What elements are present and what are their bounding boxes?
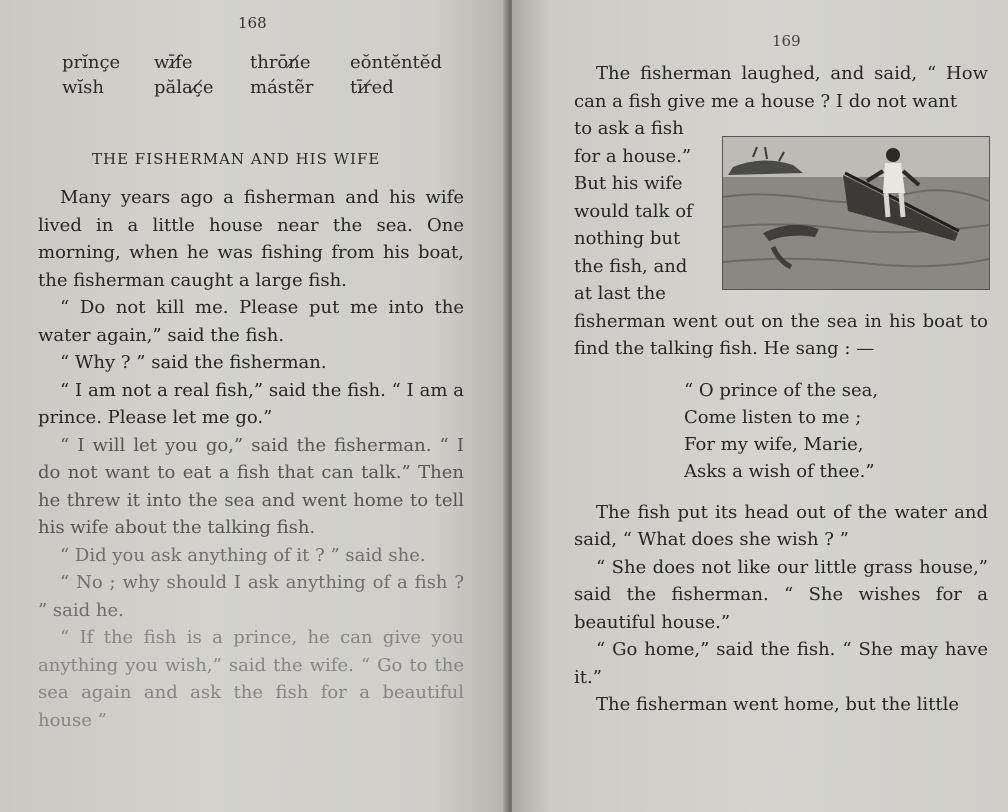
story-title: THE FISHERMAN AND HIS WIFE — [92, 150, 381, 168]
song-verse — [684, 377, 988, 485]
paragraph: “ Did you ask anything of it ? ” said she. — [60, 544, 426, 566]
vocab-word: thrōn̸e — [250, 52, 311, 73]
paragraph: “ I am not a real fish,” said the fish. “ I am a prince. Please let me go.” — [38, 379, 464, 428]
text-line: at last the — [574, 283, 666, 304]
vocab-word: wīf̸e — [154, 52, 193, 73]
vocab-word: prĭnçe — [62, 52, 121, 73]
text-line: nothing but — [574, 228, 681, 249]
paragraph: “ Do not kill me. Please put me into the water again,” said the fish. — [38, 297, 464, 346]
vocab-word: eŏntĕntĕd — [350, 52, 442, 73]
paragraph: fisherman went out on the sea in his boat to find the talking fish. He sang : — — [574, 310, 988, 359]
right-page — [512, 0, 1008, 812]
vocab-word: mástẽr — [250, 77, 314, 98]
paragraph: Many years ago a fisherman and his wife lived in a little house near the sea. One morning, when he was fishing from his boat, the fisherman caught a large fish. — [38, 187, 464, 291]
vocab-word: tīr̸ed — [350, 77, 394, 98]
paragraph: “ She does not like our little grass house,” said the fisherman. “ She wishes for a beautiful house.” — [574, 556, 988, 633]
paragraph: The fisherman laughed, and said, “ How can a fish give me a house ? I do not want — [574, 63, 988, 112]
verse-line: “ O prince of the sea, — [684, 379, 879, 401]
text-line: the fish, and — [574, 255, 688, 277]
text-line: would talk of — [574, 200, 693, 222]
fisherman-illustration — [722, 136, 990, 290]
left-body-text — [38, 184, 464, 734]
paragraph: “ Why ? ” said the fisherman. — [60, 352, 327, 373]
paragraph: “ Go home,” said the fish. “ She may have it.” — [574, 639, 988, 688]
text-line: to ask a fish — [574, 118, 684, 139]
paragraph: The fisherman went home, but the little — [596, 694, 960, 715]
paragraph: “ I will let you go,” said the fisherman. “ I do not want to eat a fish that can talk.” Then he threw it into the sea and went home to tell his wife about the talking fish. — [38, 434, 464, 538]
verse-line: Come listen to me ; — [684, 406, 862, 428]
verse-line: For my wife, Marie, — [684, 433, 864, 455]
page-number: 168 — [238, 14, 267, 32]
paragraph: The fish put its head out of the water and said, “ What does she wish ? ” — [574, 501, 988, 550]
vocabulary-list — [62, 52, 462, 98]
vocab-word: wĭsh — [62, 77, 104, 98]
text-line: for a house.” — [574, 145, 692, 167]
vocab-word: pălaç̸e — [154, 77, 214, 98]
paragraph: “ If the fish is a prince, he can give you anything you wish,” said the wife. “ Go to the sea again and ask the fish for a beautiful house ” — [38, 627, 464, 731]
verse-line: Asks a wish of thee.” — [684, 460, 875, 482]
text-line: But his wife — [574, 173, 683, 194]
page-number: 169 — [772, 32, 801, 50]
paragraph: “ No ; why should I ask anything of a fish ? ” said he. — [38, 572, 464, 621]
